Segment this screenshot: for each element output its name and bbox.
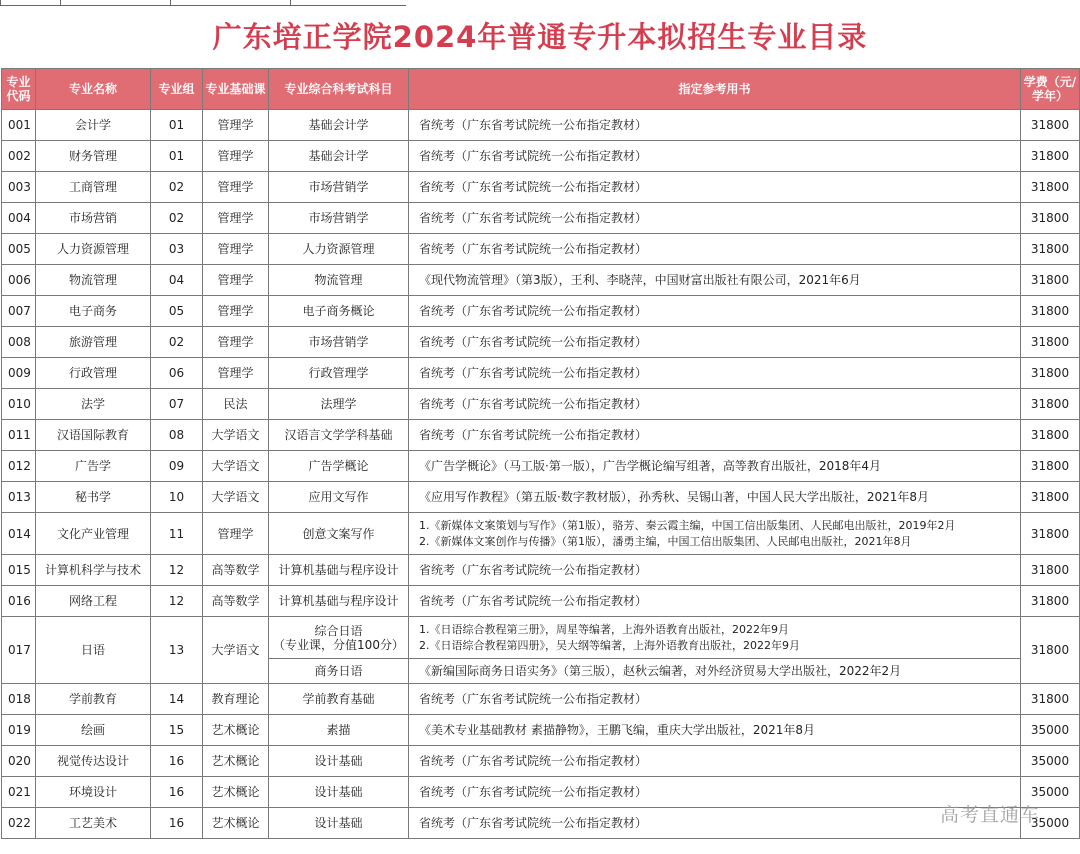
cell-base: 管理学 (203, 358, 269, 389)
cell-book: 省统考（广东省考试院统一公布指定教材） (409, 420, 1021, 451)
table-row (2, 327, 1080, 358)
cell-comp: 学前教育基础 (269, 684, 409, 715)
cell-book: 《广告学概论》（马工版·第一版），广告学概论编写组著，高等教育出版社，2018年4月 (409, 451, 1021, 482)
cell-base: 管理学 (203, 265, 269, 296)
header-group: 专业组 (151, 69, 203, 110)
cell-code: 019 (2, 715, 36, 746)
header-comprehensive-subject: 专业综合科考试科目 (269, 69, 409, 110)
cell-fee: 35000 (1021, 746, 1080, 777)
cell-fee: 31800 (1021, 327, 1080, 358)
cell-base: 大学语文 (203, 482, 269, 513)
cell-base: 管理学 (203, 141, 269, 172)
cell-fee: 31800 (1021, 389, 1080, 420)
cell-group: 14 (151, 684, 203, 715)
book-line: 2.《新媒体文案创作与传播》（第1版），潘勇主编，中国工信出版集团、人民邮电出版社，2021年8月 (419, 534, 912, 548)
table-row (2, 265, 1080, 296)
cell-name: 工商管理 (36, 172, 151, 203)
cell-book: 省统考（广东省考试院统一公布指定教材） (409, 777, 1021, 808)
table-row (2, 777, 1080, 808)
cell-code: 015 (2, 555, 36, 586)
cell-code: 006 (2, 265, 36, 296)
cell-name: 日语 (36, 617, 151, 684)
cell-group: 05 (151, 296, 203, 327)
cell-book: 省统考（广东省考试院统一公布指定教材） (409, 808, 1021, 839)
cell-book: 省统考（广东省考试院统一公布指定教材） (409, 358, 1021, 389)
cell-base: 艺术概论 (203, 746, 269, 777)
cell-comp: 市场营销学 (269, 172, 409, 203)
cell-fee: 31800 (1021, 617, 1080, 684)
cell-comp: 汉语言文学学科基础 (269, 420, 409, 451)
cell-code: 011 (2, 420, 36, 451)
cell-name: 文化产业管理 (36, 513, 151, 555)
cell-comp: 商务日语 (269, 659, 409, 684)
cell-code: 014 (2, 513, 36, 555)
cell-name: 绘画 (36, 715, 151, 746)
cell-code: 005 (2, 234, 36, 265)
table-row (2, 808, 1080, 839)
comp-line: 综合日语 (314, 623, 363, 638)
cell-code: 007 (2, 296, 36, 327)
comp-line: （专业课，分值100分） (273, 637, 404, 652)
cell-code: 018 (2, 684, 36, 715)
cell-code: 003 (2, 172, 36, 203)
cell-book: 省统考（广东省考试院统一公布指定教材） (409, 684, 1021, 715)
cell-group: 08 (151, 420, 203, 451)
cell-code: 009 (2, 358, 36, 389)
cell-base: 民法 (203, 389, 269, 420)
header-name: 专业名称 (36, 69, 151, 110)
cell-comp: 法理学 (269, 389, 409, 420)
table-row (2, 482, 1080, 513)
cell-book: 《美术专业基础教材 素描静物》，王鹏飞编，重庆大学出版社，2021年8月 (409, 715, 1021, 746)
cell-comp: 广告学概论 (269, 451, 409, 482)
cell-base: 大学语文 (203, 617, 269, 684)
cell-book: 省统考（广东省考试院统一公布指定教材） (409, 234, 1021, 265)
top-border-strip (0, 0, 1080, 6)
cell-base: 大学语文 (203, 420, 269, 451)
cell-comp: 市场营销学 (269, 203, 409, 234)
cell-base: 管理学 (203, 327, 269, 358)
cell-group: 01 (151, 110, 203, 141)
cell-fee: 31800 (1021, 555, 1080, 586)
cell-name: 人力资源管理 (36, 234, 151, 265)
cell-group: 12 (151, 555, 203, 586)
table-row (2, 451, 1080, 482)
cell-fee: 31800 (1021, 684, 1080, 715)
cell-group: 02 (151, 172, 203, 203)
cell-comp: 人力资源管理 (269, 234, 409, 265)
book-line: 2.《日语综合教程第四册》，吴大纲等编著，上海外语教育出版社，2022年9月 (419, 638, 800, 652)
cell-comp-multi (269, 617, 409, 659)
cell-code: 012 (2, 451, 36, 482)
cell-comp: 设计基础 (269, 777, 409, 808)
cell-group: 04 (151, 265, 203, 296)
cell-base: 艺术概论 (203, 808, 269, 839)
cell-name: 物流管理 (36, 265, 151, 296)
cell-code: 020 (2, 746, 36, 777)
cell-code: 002 (2, 141, 36, 172)
cell-book: 省统考（广东省考试院统一公布指定教材） (409, 296, 1021, 327)
cell-fee: 31800 (1021, 234, 1080, 265)
cell-group: 16 (151, 808, 203, 839)
book-line: 1.《新媒体文案策划与写作》（第1版），骆芳、秦云霞主编，中国工信出版集团、人民邮电出版社，2019年2月 (419, 518, 956, 532)
cell-code: 021 (2, 777, 36, 808)
cell-base: 大学语文 (203, 451, 269, 482)
cell-fee: 31800 (1021, 172, 1080, 203)
cell-base: 管理学 (203, 513, 269, 555)
cell-fee: 31800 (1021, 420, 1080, 451)
cell-comp: 基础会计学 (269, 110, 409, 141)
cell-book: 省统考（广东省考试院统一公布指定教材） (409, 746, 1021, 777)
cell-name: 旅游管理 (36, 327, 151, 358)
cell-name: 环境设计 (36, 777, 151, 808)
cell-name: 计算机科学与技术 (36, 555, 151, 586)
cell-group: 16 (151, 746, 203, 777)
cell-fee: 31800 (1021, 482, 1080, 513)
header-row (2, 69, 1080, 110)
cell-comp: 计算机基础与程序设计 (269, 555, 409, 586)
cell-group: 01 (151, 141, 203, 172)
watermark: 高考直通车 (940, 804, 1041, 826)
cell-name: 网络工程 (36, 586, 151, 617)
cell-group: 13 (151, 617, 203, 684)
cell-code: 017 (2, 617, 36, 684)
cell-name: 秘书学 (36, 482, 151, 513)
cell-base: 艺术概论 (203, 715, 269, 746)
header-fee: 学费（元/学年） (1021, 69, 1080, 110)
table-row (2, 555, 1080, 586)
cell-book: 省统考（广东省考试院统一公布指定教材） (409, 555, 1021, 586)
cell-fee: 31800 (1021, 265, 1080, 296)
cell-book: 省统考（广东省考试院统一公布指定教材） (409, 172, 1021, 203)
cell-group: 12 (151, 586, 203, 617)
table-row (2, 203, 1080, 234)
cell-name: 视觉传达设计 (36, 746, 151, 777)
table-row (2, 617, 1080, 659)
cell-group: 07 (151, 389, 203, 420)
cell-name: 学前教育 (36, 684, 151, 715)
cell-name: 行政管理 (36, 358, 151, 389)
cell-code: 001 (2, 110, 36, 141)
cell-code: 022 (2, 808, 36, 839)
header-reference-book: 指定参考用书 (409, 69, 1021, 110)
table-row (2, 296, 1080, 327)
table-row (2, 746, 1080, 777)
book-line: 1.《日语综合教程第三册》，周星等编著，上海外语教育出版社，2022年9月 (419, 622, 789, 636)
cell-comp: 市场营销学 (269, 327, 409, 358)
major-catalog-table (1, 68, 1080, 839)
cell-fee: 35000 (1021, 715, 1080, 746)
cell-book-multi (409, 617, 1021, 659)
table-row (2, 389, 1080, 420)
cell-book: 《现代物流管理》（第3版），王利、李晓萍，中国财富出版社有限公司，2021年6月 (409, 265, 1021, 296)
cell-base: 艺术概论 (203, 777, 269, 808)
cell-code: 004 (2, 203, 36, 234)
table-row (2, 684, 1080, 715)
cell-group: 16 (151, 777, 203, 808)
cell-book: 省统考（广东省考试院统一公布指定教材） (409, 110, 1021, 141)
cell-group: 02 (151, 203, 203, 234)
cell-comp: 设计基础 (269, 808, 409, 839)
header-code: 专业代码 (2, 69, 36, 110)
cell-base: 管理学 (203, 172, 269, 203)
cell-comp: 行政管理学 (269, 358, 409, 389)
cell-name: 工艺美术 (36, 808, 151, 839)
cell-code: 010 (2, 389, 36, 420)
cell-name: 法学 (36, 389, 151, 420)
cell-fee: 31800 (1021, 358, 1080, 389)
cell-name: 电子商务 (36, 296, 151, 327)
cell-comp: 物流管理 (269, 265, 409, 296)
cell-name: 广告学 (36, 451, 151, 482)
cell-book: 《应用写作教程》（第五版·数字教材版），孙秀秋、吴锡山著，中国人民大学出版社，2021年8月 (409, 482, 1021, 513)
cell-group: 06 (151, 358, 203, 389)
cell-code: 016 (2, 586, 36, 617)
cell-comp: 素描 (269, 715, 409, 746)
cell-base: 管理学 (203, 203, 269, 234)
cell-group: 15 (151, 715, 203, 746)
table-row (2, 234, 1080, 265)
cell-base: 管理学 (203, 110, 269, 141)
cell-book: 省统考（广东省考试院统一公布指定教材） (409, 141, 1021, 172)
cell-code: 013 (2, 482, 36, 513)
cell-comp: 创意文案写作 (269, 513, 409, 555)
cell-name: 汉语国际教育 (36, 420, 151, 451)
cell-fee: 31800 (1021, 296, 1080, 327)
table-row (2, 358, 1080, 389)
cell-group: 11 (151, 513, 203, 555)
cell-comp: 应用文写作 (269, 482, 409, 513)
cell-group: 02 (151, 327, 203, 358)
table-row (2, 586, 1080, 617)
cell-code: 008 (2, 327, 36, 358)
cell-comp: 电子商务概论 (269, 296, 409, 327)
cell-base: 管理学 (203, 234, 269, 265)
cell-fee: 31800 (1021, 586, 1080, 617)
cell-comp: 基础会计学 (269, 141, 409, 172)
page-title: 广东培正学院2024年普通专升本拟招生专业目录 (212, 20, 868, 54)
cell-book: 省统考（广东省考试院统一公布指定教材） (409, 586, 1021, 617)
cell-fee: 31800 (1021, 110, 1080, 141)
table-row (2, 110, 1080, 141)
table-row (2, 141, 1080, 172)
cell-base: 高等数学 (203, 586, 269, 617)
cell-name: 财务管理 (36, 141, 151, 172)
cell-name: 会计学 (36, 110, 151, 141)
cell-fee: 31800 (1021, 141, 1080, 172)
cell-fee: 35000 (1021, 777, 1080, 808)
cell-group: 03 (151, 234, 203, 265)
cell-base: 教育理论 (203, 684, 269, 715)
table-row (2, 172, 1080, 203)
cell-base: 管理学 (203, 296, 269, 327)
cell-base: 高等数学 (203, 555, 269, 586)
cell-group: 09 (151, 451, 203, 482)
cell-fee: 31800 (1021, 203, 1080, 234)
cell-group: 10 (151, 482, 203, 513)
cell-book-multi (409, 513, 1021, 555)
cell-fee: 31800 (1021, 513, 1080, 555)
cell-book: 省统考（广东省考试院统一公布指定教材） (409, 389, 1021, 420)
cell-comp: 设计基础 (269, 746, 409, 777)
cell-book: 省统考（广东省考试院统一公布指定教材） (409, 203, 1021, 234)
table-row (2, 513, 1080, 555)
cell-fee: 31800 (1021, 451, 1080, 482)
cell-name: 市场营销 (36, 203, 151, 234)
cell-fee: 35000 (1021, 808, 1080, 839)
header-base-course: 专业基础课 (203, 69, 269, 110)
cell-book: 《新编国际商务日语实务》（第三版），赵秋云编著，对外经济贸易大学出版社，2022年2月 (409, 659, 1021, 684)
cell-book: 省统考（广东省考试院统一公布指定教材） (409, 327, 1021, 358)
table-row (2, 420, 1080, 451)
cell-comp: 计算机基础与程序设计 (269, 586, 409, 617)
table-row (2, 715, 1080, 746)
